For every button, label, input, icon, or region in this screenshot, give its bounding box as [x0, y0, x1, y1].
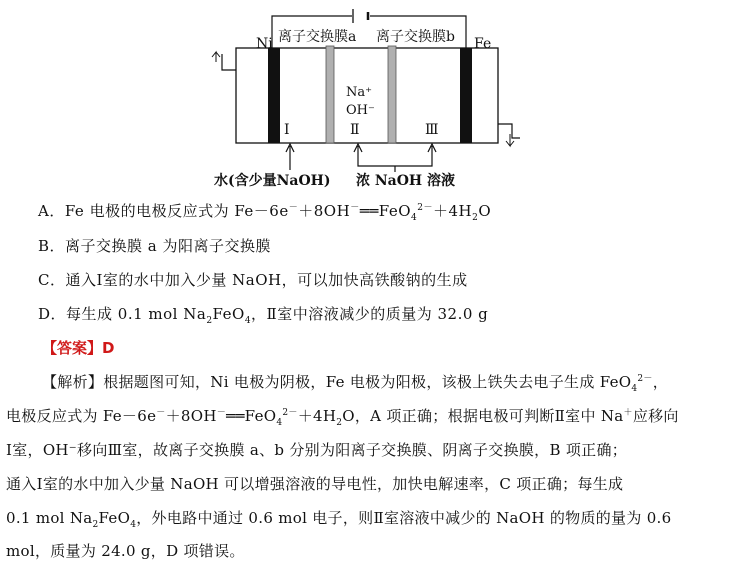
ion-oh-label: OH⁻ — [346, 103, 375, 118]
room-3-label: Ⅲ — [425, 122, 439, 138]
ion-na-label: Na⁺ — [346, 85, 372, 100]
water-label: 水(含少量NaOH) — [214, 173, 331, 189]
inlet-arrow-room2 — [354, 144, 362, 160]
room-1-label: Ⅰ — [284, 122, 290, 138]
inlet-arrow-room1 — [286, 144, 294, 170]
answer-label: 【答案】D — [42, 339, 115, 357]
membrane-a-label: 离子交换膜a — [278, 29, 357, 45]
inlet-arrow-room3 — [428, 144, 436, 160]
left-outlet-arrow — [212, 52, 220, 62]
explanation-line-3: Ⅰ室，OH⁻移向Ⅲ室，故离子交换膜 a、b 分别为阳离子交换膜、阴离子交换膜，B 项正确； — [6, 441, 628, 459]
right-outlet-arrow — [506, 134, 514, 146]
room-2-label: Ⅱ — [350, 122, 360, 138]
explanation-line-1: 【解析】根据题图可知，Ni 电极为阴极，Fe 电极为阳极，该极上铁失去电子生成 FeO$_4^{2-}$， — [42, 373, 669, 394]
explanation-line-4: 通入Ⅰ室的水中加入少量 NaOH 可以增强溶液的导电性，加快电解速率，C 项正确；每生成 — [6, 475, 624, 493]
explanation-line-5: 0.1 mol $Na_2FeO_4$，外电路中通过 0.6 mol 电子，则Ⅱ室溶液中减少的 NaOH 的物质的量为 0.6 — [6, 509, 672, 530]
left-outlet-tube — [222, 54, 236, 70]
membrane-b — [388, 46, 396, 143]
fe-label: Fe — [474, 36, 492, 52]
explanation-line-2: 电极反应式为 $Fe-6e^-+8OH^-══FeO_4^{2-}+4H_2O$，A 项正确；根据电极可判断Ⅱ室中 Na＋应移向 — [6, 407, 679, 428]
conc-naoh-bracket — [358, 160, 432, 166]
option-b: B．离子交换膜 a 为阳离子交换膜 — [38, 237, 272, 255]
conc-naoh-label: 浓 NaOH 溶液 — [356, 173, 456, 189]
electrolysis-diagram — [0, 0, 756, 200]
fe-electrode — [460, 48, 472, 143]
option-a: A．Fe 电极的电极反应式为 $Fe-6e^-+8OH^-══FeO_4^{2-}+4H_2O$ — [38, 202, 492, 223]
ni-label: Ni — [256, 36, 273, 52]
membrane-a — [326, 46, 334, 143]
membrane-b-label: 离子交换膜b — [376, 29, 455, 45]
ni-electrode — [268, 48, 280, 143]
option-d: D．每生成 0.1 mol $Na_2FeO_4$，Ⅱ室中溶液减少的质量为 32.0 g — [38, 305, 489, 326]
option-c: C．通入Ⅰ室的水中加入少量 NaOH，可以加快高铁酸钠的生成 — [38, 271, 468, 289]
explanation-line-6: mol，质量为 24.0 g，D 项错误。 — [6, 542, 245, 560]
right-outlet-tube — [498, 124, 520, 138]
